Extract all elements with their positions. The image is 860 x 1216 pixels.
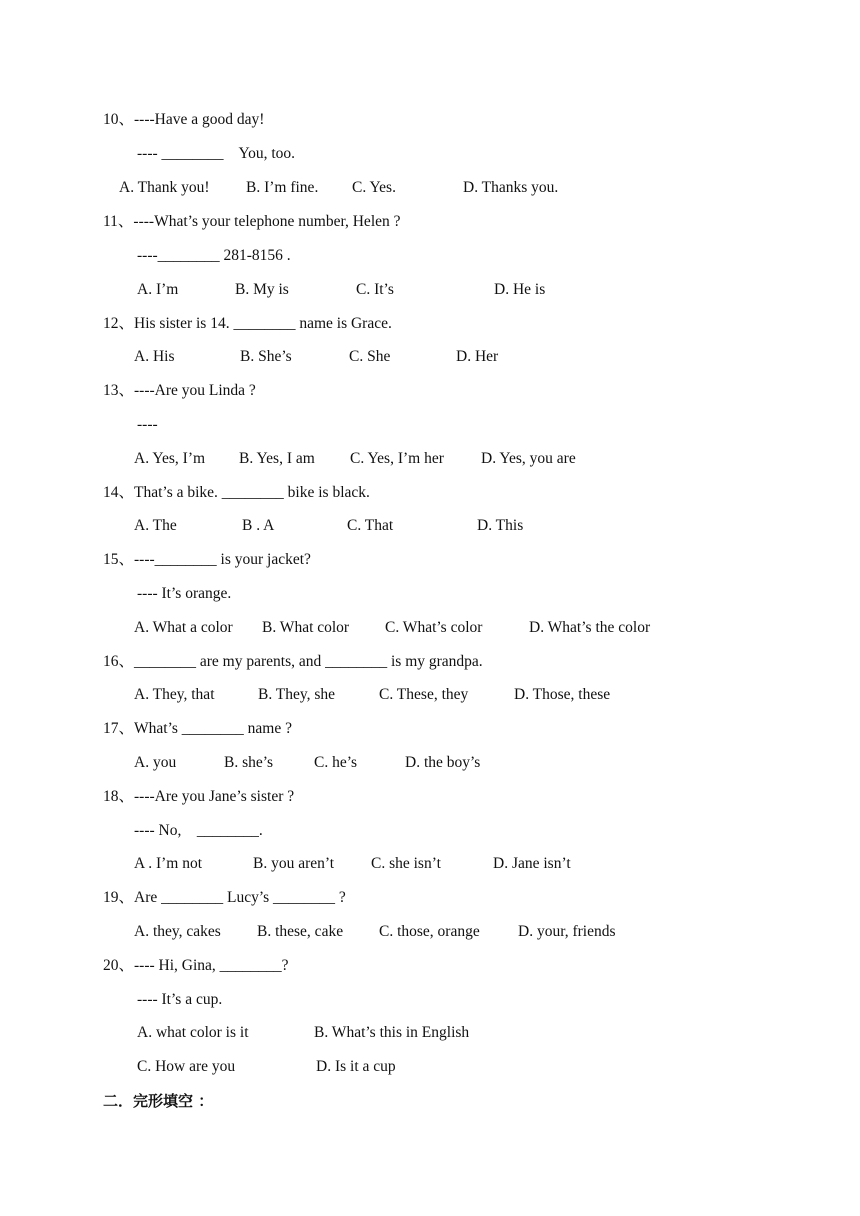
question-17-option-b: B. she’s: [224, 754, 274, 771]
question-10-option-b: B. I’m fine.: [246, 179, 319, 196]
question-19-option-c: C. those, orange: [379, 923, 480, 940]
question-18-stem: 18、----Are you Jane’s sister ?: [103, 788, 295, 805]
question-11-option-d: D. He is: [494, 281, 546, 298]
question-15-option-d: D. What’s the color: [529, 619, 651, 636]
question-16-option-d: D. Those, these: [514, 686, 611, 703]
question-19-option-a: A. they, cakes: [134, 923, 221, 940]
question-12-option-a: A. His: [134, 348, 175, 365]
question-10-stem: 10、----Have a good day!: [103, 111, 265, 128]
question-18-option-a: A . I’m not: [134, 855, 203, 872]
question-11-option-b: B. My is: [235, 281, 289, 298]
question-17-option-a: A. you: [134, 754, 177, 771]
question-18-prompt: ---- No, ________.: [134, 822, 263, 839]
question-15-prompt: ---- It’s orange.: [137, 585, 232, 602]
question-15-stem: 15、----________ is your jacket?: [103, 551, 311, 568]
question-11-option-c: C. It’s: [356, 281, 394, 298]
question-10-option-d: D. Thanks you.: [463, 179, 559, 196]
question-16-stem: 16、________ are my parents, and ________ is my grandpa.: [103, 653, 483, 670]
question-13-option-b: B. Yes, I am: [239, 450, 315, 467]
question-14-option-c: C. That: [347, 517, 394, 534]
question-14-option-a: A. The: [134, 517, 177, 534]
question-19-stem: 19、Are ________ Lucy’s ________ ?: [103, 889, 346, 906]
question-14-option-d: D. This: [477, 517, 524, 534]
question-16-option-a: A. They, that: [134, 686, 215, 703]
question-17-stem: 17、What’s ________ name ?: [103, 720, 292, 737]
question-16-option-b: B. They, she: [258, 686, 336, 703]
question-11-stem: 11、----What’s your telephone number, Helen ?: [103, 213, 401, 230]
question-18-option-d: D. Jane isn’t: [493, 855, 571, 872]
question-17-option-c: C. he’s: [314, 754, 358, 771]
question-20-option-c: C. How are you: [137, 1058, 236, 1075]
question-10-option-a: A. Thank you!: [119, 179, 210, 196]
question-17-option-d: D. the boy’s: [405, 754, 481, 771]
question-20-option-b: B. What’s this in English: [314, 1024, 470, 1041]
question-15-option-b: B. What color: [262, 619, 350, 636]
question-20-option-a: A. what color is it: [137, 1024, 249, 1041]
question-14-stem: 14、That’s a bike. ________ bike is black.: [103, 484, 370, 501]
question-13-prompt: ----: [137, 416, 158, 433]
question-10-prompt: ---- ________ You, too.: [137, 145, 296, 162]
question-12-option-d: D. Her: [456, 348, 499, 365]
question-16-option-c: C. These, they: [379, 686, 469, 703]
question-18-option-c: C. she isn’t: [371, 855, 441, 872]
question-12-stem: 12、His sister is 14. ________ name is Grace.: [103, 315, 392, 332]
question-13-option-d: D. Yes, you are: [481, 450, 576, 467]
question-13-option-c: C. Yes, I’m her: [350, 450, 444, 467]
question-18-option-b: B. you aren’t: [253, 855, 335, 872]
question-20-option-d: D. Is it a cup: [316, 1058, 396, 1075]
question-20-prompt: ---- It’s a cup.: [137, 991, 223, 1008]
question-11-option-a: A. I’m: [137, 281, 179, 298]
question-20-stem: 20、---- Hi, Gina, ________?: [103, 957, 289, 974]
question-14-option-b: B . A: [242, 517, 275, 534]
question-12-option-b: B. She’s: [240, 348, 292, 365]
question-19-option-d: D. your, friends: [518, 923, 616, 940]
question-15-option-c: C. What’s color: [385, 619, 483, 636]
question-11-prompt: ----________ 281-8156 .: [137, 247, 291, 264]
question-10-option-c: C. Yes.: [352, 179, 396, 196]
question-12-option-c: C. She: [349, 348, 391, 365]
question-19-option-b: B. these, cake: [257, 923, 344, 940]
section-title: 二．完形填空 ：: [103, 1092, 214, 1110]
question-13-stem: 13、----Are you Linda ?: [103, 382, 256, 399]
question-13-option-a: A. Yes, I’m: [134, 450, 206, 467]
question-15-option-a: A. What a color: [134, 619, 233, 636]
